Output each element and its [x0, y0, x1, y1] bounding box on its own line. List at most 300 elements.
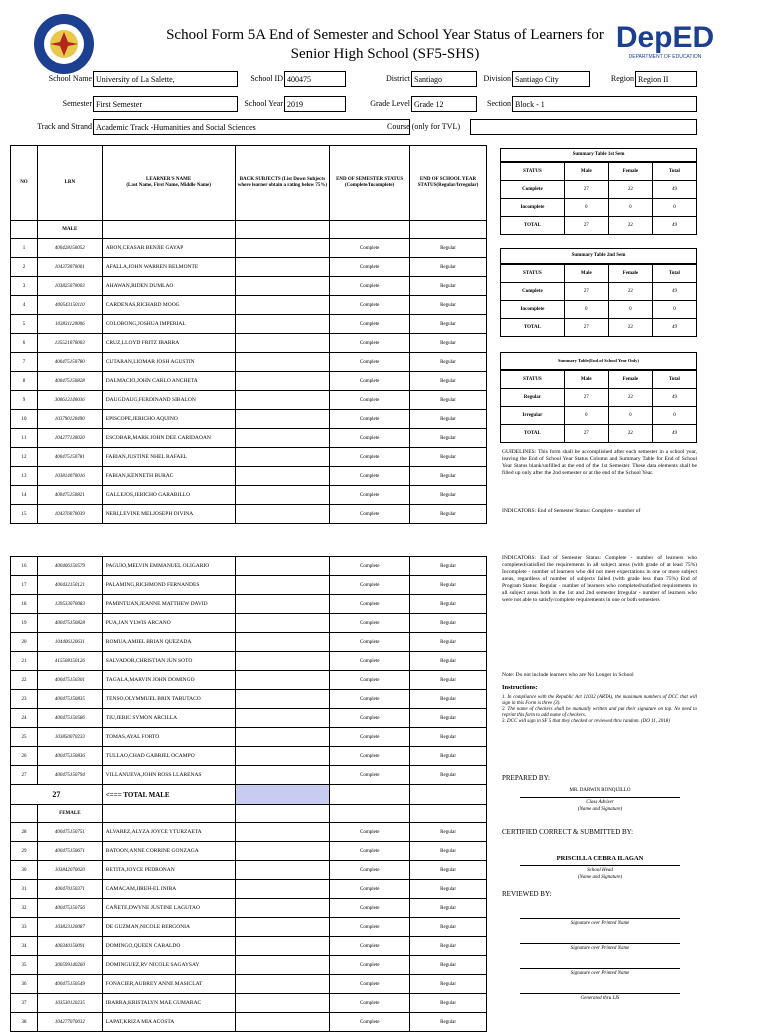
- row-lrn: 103825070003: [37, 277, 102, 296]
- row-lrn: 400475150586: [37, 709, 102, 728]
- summary-cell: 22: [608, 319, 652, 337]
- row-lrn: 400470150371: [37, 880, 102, 899]
- row-learner-name: PAMINTUAN,JEANNE MATTHEW DAVID: [102, 595, 235, 614]
- row-back-subjects: [235, 448, 330, 467]
- row-back-subjects: [235, 880, 330, 899]
- row-number: 21: [11, 652, 38, 671]
- row-learner-name: NERI,LEVINE MELJOSEPH DIVINA: [102, 505, 235, 524]
- row-lrn: 400475150794: [37, 766, 102, 785]
- summary-cell: 0: [564, 407, 608, 425]
- row-back-subjects: [235, 505, 330, 524]
- generated-line: [520, 993, 680, 994]
- row-learner-name: ESCOBAR,MARK JOHN DEE CARIDAOAN: [102, 429, 235, 448]
- row-school-year-status: Regular: [410, 372, 487, 391]
- row-back-subjects: [235, 842, 330, 861]
- row-learner-name: DAUGDAUG,FERDINAND SIBALON: [102, 391, 235, 410]
- row-lrn: 139533070083: [37, 595, 102, 614]
- row-semester-status: Complete: [330, 899, 410, 918]
- row-learner-name: BATOON,ANNE CORRINE GONZAGA: [102, 842, 235, 861]
- row-semester-status: Complete: [330, 747, 410, 766]
- table-header-row: [11, 146, 487, 221]
- school-name-field[interactable]: University of La Salette,: [93, 71, 238, 87]
- row-semester-status: Complete: [330, 429, 410, 448]
- row-semester-status: Complete: [330, 918, 410, 937]
- note-no-longer-in-school: Note: Do not include learners who are No Longer in School: [502, 672, 634, 678]
- summary-cell: 22: [608, 425, 652, 443]
- row-back-subjects: [235, 353, 330, 372]
- row-learner-name: AFALLA,JOHN WARREN BELMONTE: [102, 258, 235, 277]
- row-lrn: 300599140260: [37, 956, 102, 975]
- row-school-year-status: Regular: [410, 671, 487, 690]
- row-number: 9: [11, 391, 38, 410]
- row-semester-status: Complete: [330, 975, 410, 994]
- row-number: 8: [11, 372, 38, 391]
- row-semester-status: Complete: [330, 557, 410, 576]
- row-lrn: 103814070016: [37, 467, 102, 486]
- table-row: [11, 652, 487, 671]
- region-label: Region: [610, 74, 634, 83]
- summary-header-row: [501, 265, 697, 283]
- row-lrn: 400475150671: [37, 842, 102, 861]
- row-semester-status: Complete: [330, 448, 410, 467]
- row-learner-name: TIU,JERIC SYMON ARCILLA: [102, 709, 235, 728]
- table-row: [11, 296, 487, 315]
- instruction-1: 1. In compliance with the Republic Act 11032 (ARTA), the maximum numbers of DCC that will sign in this Form is three (3).: [502, 695, 697, 706]
- summary-cell: Complete: [501, 181, 565, 199]
- table-row: [11, 899, 487, 918]
- row-semester-status: Complete: [330, 937, 410, 956]
- row-number: 17: [11, 576, 38, 595]
- row-lrn: 415508150126: [37, 652, 102, 671]
- form-title: [110, 26, 660, 64]
- summary-cell: TOTAL: [501, 319, 565, 337]
- summary-cell: 49: [652, 181, 696, 199]
- row-number: 34: [11, 937, 38, 956]
- row-school-year-status: Regular: [410, 880, 487, 899]
- table-row: [11, 937, 487, 956]
- row-semester-status: Complete: [330, 614, 410, 633]
- table-row: [11, 994, 487, 1013]
- row-number: 36: [11, 975, 38, 994]
- row-lrn: 400475150835: [37, 690, 102, 709]
- summary-cell: 0: [564, 301, 608, 319]
- summary-header-cell: Male: [564, 163, 608, 181]
- summary-1st-sem: [500, 148, 697, 235]
- total-male-count: 27: [11, 785, 103, 805]
- summary-row: [501, 217, 697, 235]
- section-label: Section: [487, 99, 511, 108]
- row-lrn: 400340150091: [37, 937, 102, 956]
- row-learner-name: SALVADOR,CHRISTIAN JUN SOTO: [102, 652, 235, 671]
- row-semester-status: Complete: [330, 334, 410, 353]
- row-learner-name: COLOBONG,JOSHUA IMPERIAL: [102, 315, 235, 334]
- school-year-field[interactable]: 2019: [284, 96, 346, 112]
- summary-cell: TOTAL: [501, 425, 565, 443]
- school-id-label: School ID: [250, 74, 283, 83]
- row-semester-status: Complete: [330, 766, 410, 785]
- track-strand-label: Track and Strand: [37, 122, 92, 131]
- region-field[interactable]: Region II: [635, 71, 697, 87]
- summary-header-row: [501, 163, 697, 181]
- row-school-year-status: Regular: [410, 595, 487, 614]
- table-row: [11, 595, 487, 614]
- row-school-year-status: Regular: [410, 239, 487, 258]
- form-title-line2: Senior High School (SF5-SHS): [290, 46, 480, 62]
- row-school-year-status: Regular: [410, 334, 487, 353]
- table-row: [11, 861, 487, 880]
- row-school-year-status: Regular: [410, 296, 487, 315]
- row-back-subjects: [235, 994, 330, 1013]
- row-back-subjects: [235, 633, 330, 652]
- division-field[interactable]: Santiago City: [512, 71, 590, 87]
- row-learner-name: CARDENAS,RICHARD MOOG: [102, 296, 235, 315]
- row-learner-name: AHAWAN,RIDEN DUMLAO: [102, 277, 235, 296]
- summary-row: [501, 181, 697, 199]
- summary-header-cell: Female: [608, 163, 652, 181]
- deped-logo-sub: DEPARTMENT OF EDUCATION: [628, 54, 702, 60]
- instructions-title: Instructions:: [502, 684, 538, 691]
- division-label: Division: [483, 74, 511, 83]
- school-id-field[interactable]: 400475: [284, 71, 346, 87]
- table-row: [11, 1013, 487, 1032]
- row-semester-status: Complete: [330, 956, 410, 975]
- summary-cell: 22: [608, 283, 652, 301]
- summary-cell: 27: [564, 283, 608, 301]
- course-field[interactable]: [470, 119, 697, 135]
- row-semester-status: Complete: [330, 728, 410, 747]
- reviewer1-line: [520, 918, 680, 919]
- row-number: 26: [11, 747, 38, 766]
- learners-table-bottom: [10, 556, 487, 1032]
- row-lrn: 400475150828: [37, 372, 102, 391]
- summary-row: [501, 407, 697, 425]
- row-back-subjects: [235, 557, 330, 576]
- row-lrn: 104277130020: [37, 429, 102, 448]
- row-number: 11: [11, 429, 38, 448]
- row-school-year-status: Regular: [410, 391, 487, 410]
- row-lrn: 104277070032: [37, 1013, 102, 1032]
- col-name-header: LEARNER'S NAME (Last Name, First Name, Middle Name): [102, 146, 235, 221]
- summary-cell: 49: [652, 425, 696, 443]
- row-lrn: 400475150836: [37, 747, 102, 766]
- summary-header-cell: Male: [564, 265, 608, 283]
- row-lrn: 103850070233: [37, 728, 102, 747]
- row-number: 15: [11, 505, 38, 524]
- row-lrn: 400475150781: [37, 448, 102, 467]
- summary-cell: 0: [608, 199, 652, 217]
- semester-label: Semester: [62, 99, 92, 108]
- row-learner-name: VILLANUEVA,JOHN ROSS LLARENAS: [102, 766, 235, 785]
- row-back-subjects: [235, 296, 330, 315]
- row-number: 13: [11, 467, 38, 486]
- row-number: 29: [11, 842, 38, 861]
- grade-level-label: Grade Level: [370, 99, 410, 108]
- adviser-name: MR. DARWIN RONQUILLO: [569, 788, 631, 793]
- row-school-year-status: Regular: [410, 410, 487, 429]
- indicators-text: INDICATORS: End of Semester Status: Complete - number of learners who completed/satisfied the requirements in all subject areas (with grade of at least 75%) Incomplete - number of learners who did not meet expectations in one or more subject areas, regardless of number of subjects failed (with grade less than 75%) End of Program Status: Regular - number of learners who completed/satisfied requirements in all subject areas both in the 1st and 2nd semester Irregular - number of learners who were not able to satisfy/complete requirements in one or both semesters: [502, 555, 697, 603]
- row-lrn: 300612140036: [37, 391, 102, 410]
- row-school-year-status: Regular: [410, 747, 487, 766]
- row-learner-name: TENSO,OLYMMUEL BRIX TABUTACO: [102, 690, 235, 709]
- summary-cell: Complete: [501, 283, 565, 301]
- row-back-subjects: [235, 277, 330, 296]
- row-lrn: 400475150751: [37, 823, 102, 842]
- row-semester-status: Complete: [330, 486, 410, 505]
- row-school-year-status: Regular: [410, 956, 487, 975]
- row-back-subjects: [235, 975, 330, 994]
- table-row: [11, 372, 487, 391]
- table-row: [11, 391, 487, 410]
- row-semester-status: Complete: [330, 994, 410, 1013]
- row-back-subjects: [235, 899, 330, 918]
- row-school-year-status: Regular: [410, 353, 487, 372]
- row-number: 27: [11, 766, 38, 785]
- row-back-subjects: [235, 391, 330, 410]
- row-school-year-status: Regular: [410, 467, 487, 486]
- row-number: 22: [11, 671, 38, 690]
- row-semester-status: Complete: [330, 823, 410, 842]
- row-semester-status: Complete: [330, 315, 410, 334]
- row-number: 1: [11, 239, 38, 258]
- row-lrn: 104406120631: [37, 633, 102, 652]
- row-back-subjects: [235, 766, 330, 785]
- row-back-subjects: [235, 410, 330, 429]
- reviewer1-sig: Signature over Printed Name: [570, 921, 630, 926]
- summary-cell: 0: [608, 407, 652, 425]
- row-number: 35: [11, 956, 38, 975]
- row-school-year-status: Regular: [410, 505, 487, 524]
- row-semester-status: Complete: [330, 690, 410, 709]
- summary-header-cell: Total: [652, 371, 696, 389]
- row-number: 30: [11, 861, 38, 880]
- summary-row: [501, 301, 697, 319]
- summary-cell: Irregular: [501, 407, 565, 425]
- school-head-sub: (Name and Signature): [577, 875, 623, 880]
- row-number: 19: [11, 614, 38, 633]
- instruction-3: 3. DCC will sign in SF 5 that they checked or reviewed thru random. (DO 11, 2018): [502, 719, 670, 724]
- row-number: 12: [11, 448, 38, 467]
- row-school-year-status: Regular: [410, 614, 487, 633]
- prepared-by-label: PREPARED BY:: [502, 774, 550, 782]
- table-row: [11, 239, 487, 258]
- row-back-subjects: [235, 576, 330, 595]
- row-lrn: 400406150579: [37, 557, 102, 576]
- instruction-2: 2. The name of checkers shall be manually written and put their signature on top. No need to reprint this form to add name of checkers.: [502, 707, 697, 718]
- row-number: 10: [11, 410, 38, 429]
- school-head-name: PRISCILLA CEBRA ILAGAN: [556, 855, 644, 862]
- row-back-subjects: [235, 652, 330, 671]
- row-number: 18: [11, 595, 38, 614]
- summary-cell: 0: [652, 407, 696, 425]
- row-learner-name: BETITA,JOYCE PEDRONAN: [102, 861, 235, 880]
- row-school-year-status: Regular: [410, 766, 487, 785]
- guidelines-text: GUIDELINES: This form shall be accomplished after each semester in a school year, leaving the End of School Year Status Column and Summary Table for End of School Year Status blank/unfilled at the end of the 1st Semester. These data elements shall be filled up only after the 2nd semester or at the end of the School Year.: [502, 449, 697, 476]
- table-row: [11, 842, 487, 861]
- row-semester-status: Complete: [330, 861, 410, 880]
- summary-2nd-caption: Summary Table 2nd Sem: [500, 248, 697, 264]
- row-lrn: 400475150756: [37, 899, 102, 918]
- row-number: 25: [11, 728, 38, 747]
- row-number: 5: [11, 315, 38, 334]
- row-semester-status: Complete: [330, 296, 410, 315]
- summary-cell: Incomplete: [501, 301, 565, 319]
- adviser-sub: (Name and Signature): [577, 807, 623, 812]
- summary-header-cell: Total: [652, 265, 696, 283]
- table-row: [11, 690, 487, 709]
- grade-level-field[interactable]: Grade 12: [411, 96, 477, 112]
- section-field[interactable]: Block - 1: [512, 96, 697, 112]
- adviser-role: Class Adviser: [586, 800, 614, 805]
- summary-cell: 49: [652, 283, 696, 301]
- row-learner-name: DOMINGO,QUEEN CABALDO: [102, 937, 235, 956]
- row-lrn: 135521070003: [37, 334, 102, 353]
- row-learner-name: DALMACIO,JOHN CARLO ANCHETA: [102, 372, 235, 391]
- row-back-subjects: [235, 690, 330, 709]
- row-back-subjects: [235, 937, 330, 956]
- summary-cell: 27: [564, 425, 608, 443]
- row-learner-name: LAPAT,KRIZA MIA ACOSTA: [102, 1013, 235, 1032]
- summary-cell: Incomplete: [501, 199, 565, 217]
- row-semester-status: Complete: [330, 353, 410, 372]
- row-lrn: 400543150110: [37, 296, 102, 315]
- row-school-year-status: Regular: [410, 937, 487, 956]
- head-signature-line: [520, 865, 680, 866]
- col-sem-status-header: END OF SEMESTER STATUS (Complete/Incomplete): [330, 146, 410, 221]
- row-learner-name: CRUZ,LLOYD FRITZ IBARRA: [102, 334, 235, 353]
- table-row: [11, 709, 487, 728]
- row-learner-name: CAÑETE,DWYNE JUSTINE LAGUTAO: [102, 899, 235, 918]
- row-learner-name: PAGUIO,MELVIN EMMANUEL OLIGARIO: [102, 557, 235, 576]
- row-back-subjects: [235, 467, 330, 486]
- row-back-subjects: [235, 918, 330, 937]
- row-back-subjects: [235, 823, 330, 842]
- summary-cell: 0: [608, 301, 652, 319]
- reviewer2-line: [520, 943, 680, 944]
- row-school-year-status: Regular: [410, 842, 487, 861]
- row-learner-name: PUA,JAN YLWIS ARCANO: [102, 614, 235, 633]
- school-head-role: School Head: [587, 868, 613, 873]
- summary-cell: 27: [564, 319, 608, 337]
- row-semester-status: Complete: [330, 633, 410, 652]
- row-school-year-status: Regular: [410, 429, 487, 448]
- row-semester-status: Complete: [330, 842, 410, 861]
- row-school-year-status: Regular: [410, 633, 487, 652]
- table-row: [11, 956, 487, 975]
- summary-cell: TOTAL: [501, 217, 565, 235]
- total-male-label: <=== TOTAL MALE: [102, 785, 235, 805]
- row-number: 28: [11, 823, 38, 842]
- table-row: [11, 429, 487, 448]
- female-label-row: [11, 805, 487, 823]
- district-label: District: [386, 74, 410, 83]
- row-school-year-status: Regular: [410, 258, 487, 277]
- summary-cell: 0: [652, 199, 696, 217]
- summary-cell: 0: [564, 199, 608, 217]
- summary-header-cell: Total: [652, 163, 696, 181]
- school-name-label: School Name: [48, 74, 92, 83]
- row-school-year-status: Regular: [410, 1013, 487, 1032]
- row-number: 2: [11, 258, 38, 277]
- reviewed-by-label: REVIEWED BY:: [502, 890, 552, 898]
- certified-label: CERTIFIED CORRECT & SUBMITTED BY:: [502, 828, 634, 836]
- row-back-subjects: [235, 709, 330, 728]
- row-learner-name: FONACIER,AUBREY ANNE MASICLAT: [102, 975, 235, 994]
- row-number: 14: [11, 486, 38, 505]
- row-learner-name: TOMAS,AYAL FORTO: [102, 728, 235, 747]
- summary-row: [501, 199, 697, 217]
- table-row: [11, 728, 487, 747]
- row-lrn: 400475150780: [37, 353, 102, 372]
- row-number: 38: [11, 1013, 38, 1032]
- row-school-year-status: Regular: [410, 486, 487, 505]
- district-field[interactable]: Santiago: [411, 71, 477, 87]
- row-lrn: 103842070020: [37, 861, 102, 880]
- row-learner-name: PALAMING,RICHMOND FERNANDES: [102, 576, 235, 595]
- row-semester-status: Complete: [330, 709, 410, 728]
- table-row: [11, 258, 487, 277]
- row-semester-status: Complete: [330, 576, 410, 595]
- row-school-year-status: Regular: [410, 557, 487, 576]
- track-strand-field[interactable]: Academic Track -Humanities and Social Sciences: [93, 119, 410, 135]
- table-row: [11, 277, 487, 296]
- table-row: [11, 766, 487, 785]
- row-learner-name: ROMUA,AMIEL BRIAN QUEZADA: [102, 633, 235, 652]
- course-label: Course (only for TVL): [387, 122, 460, 131]
- row-learner-name: EPISCOPE,JERICHO AQUINO: [102, 410, 235, 429]
- row-school-year-status: Regular: [410, 823, 487, 842]
- row-semester-status: Complete: [330, 258, 410, 277]
- table-row: [11, 671, 487, 690]
- row-lrn: 400475150821: [37, 486, 102, 505]
- row-school-year-status: Regular: [410, 861, 487, 880]
- row-school-year-status: Regular: [410, 690, 487, 709]
- generated-thru-lis: Generated thru LIS: [580, 996, 620, 1001]
- row-school-year-status: Regular: [410, 728, 487, 747]
- table-row: [11, 747, 487, 766]
- row-number: 4: [11, 296, 38, 315]
- table-row: [11, 334, 487, 353]
- table-row: [11, 975, 487, 994]
- row-back-subjects: [235, 671, 330, 690]
- summary-eoy-caption: Summary Table(End of School Year Only): [500, 352, 697, 370]
- summary-row: [501, 425, 697, 443]
- row-back-subjects: [235, 258, 330, 277]
- row-lrn: 103790120490: [37, 410, 102, 429]
- row-semester-status: Complete: [330, 505, 410, 524]
- col-no-header: NO: [11, 146, 38, 221]
- summary-2nd-sem: [500, 248, 697, 337]
- row-learner-name: ALVAREZ,ALYZA JOYCE YTURZAETA: [102, 823, 235, 842]
- row-number: 7: [11, 353, 38, 372]
- row-learner-name: CUTARAN,LIOMAR JOSH AGUSTIN: [102, 353, 235, 372]
- summary-cell: 49: [652, 319, 696, 337]
- instructions-list: [502, 695, 697, 725]
- table-row: [11, 410, 487, 429]
- semester-field[interactable]: First Semester: [93, 96, 238, 112]
- summary-cell: 22: [608, 217, 652, 235]
- row-back-subjects: [235, 614, 330, 633]
- row-lrn: 103831120006: [37, 315, 102, 334]
- row-lrn: 400475150549: [37, 975, 102, 994]
- row-learner-name: IBARRA,KRISTALYN MAE GUMARAC: [102, 994, 235, 1013]
- school-year-label: School Year: [244, 99, 283, 108]
- row-number: 33: [11, 918, 38, 937]
- male-label: MALE: [37, 221, 102, 239]
- deped-seal-logo: [32, 12, 96, 76]
- row-learner-name: GALLEJOS,JERICHO GARABILLO: [102, 486, 235, 505]
- row-number: 31: [11, 880, 38, 899]
- row-back-subjects: [235, 747, 330, 766]
